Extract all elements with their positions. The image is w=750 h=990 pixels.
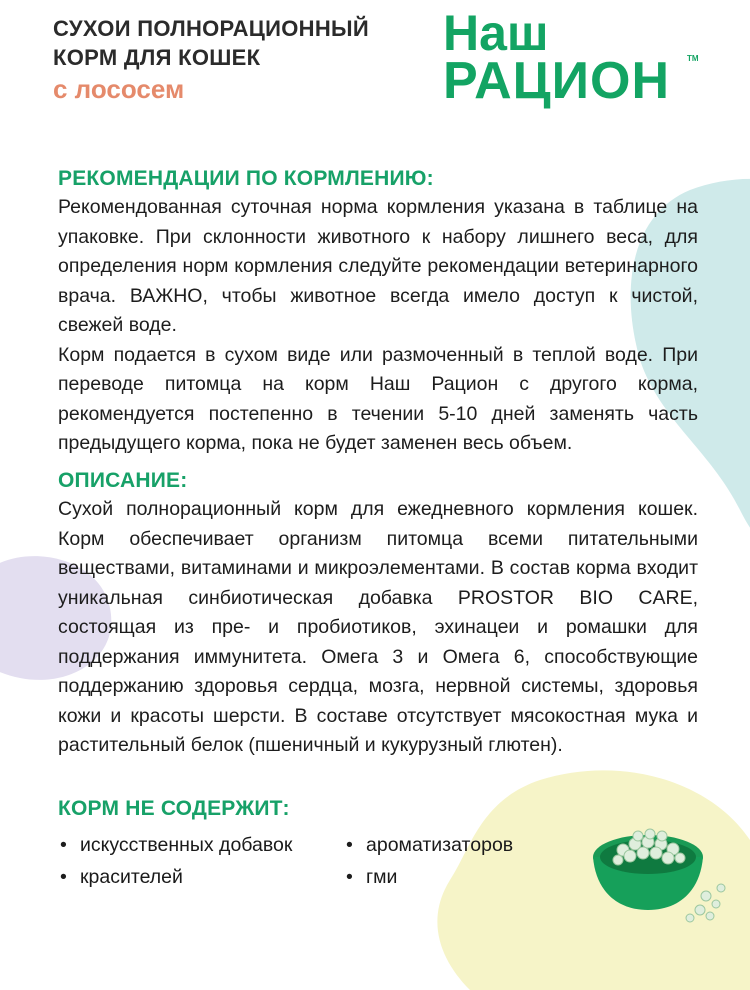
list-item: • красителей [58,862,183,892]
free-from-heading: КОРМ НЕ СОДЕРЖИТ: [58,797,290,820]
title-flavor: с лососем [53,74,185,104]
feeding-paragraph-2: Корм подается в сухом виде или размоченный в теплой воде. При переводе питомца на корм Наш Рацион с другого корма, рекомендуется постепенно в течении 5-10 дней заменять часть предыдущего корма, пока не будет заменен весь объем. [58,343,698,454]
product-title [53,14,369,106]
free-from-section [58,795,618,900]
logo-word-2: РАЦИОН [443,52,671,110]
logo-trademark: TM [687,54,699,63]
description-heading: ОПИСАНИЕ: [58,469,188,492]
list-item: • гми [344,862,397,892]
list-item: • ароматизаторов [344,830,513,860]
brand-logo [443,0,699,110]
logo-word-1: Наш [443,5,549,61]
description-paragraph: Сухой полнорационный корм для ежедневного кормления кошек. Корм обеспечивает организм питомца всеми питательными веществами, витаминами и микроэлементами. В состав корма входит уникальная синбиотическая добавка PROSTOR BIO CARE, состоящая из пре- и пробиотиков, эхинацеи и ромашки для поддержания иммунитета. Омега 3 и Омега 6, способствующие поддержанию здоровья сердца, мозга, нервной системы, здоровья кожи и красоты шерсти. В составе отсутствует мясокостная мука и растительный белок (пшеничный и кукурузный глютен). [58,498,698,756]
food-bowl-icon [578,812,728,927]
feeding-heading: РЕКОМЕНДАЦИИ ПО КОРМЛЕНИЮ: [58,167,434,190]
feeding-section [58,165,698,459]
title-line-1: СУХОИ ПОЛНОРАЦИОННЫЙ [53,16,369,41]
list-item: • искусственных добавок [58,830,292,860]
description-section [58,467,698,761]
title-line-2: КОРМ ДЛЯ КОШЕК [53,45,261,70]
free-from-list [58,830,618,900]
feeding-paragraph-1: Рекомендованная суточная норма кормления указана в таблице на упаковке. При склонности животного к набору лишнего веса, для определения норм кормления следуйте рекомендации ветеринарного врача. ВАЖНО, чтобы животное всегда имело доступ к чистой, свежей воде. [58,196,698,336]
